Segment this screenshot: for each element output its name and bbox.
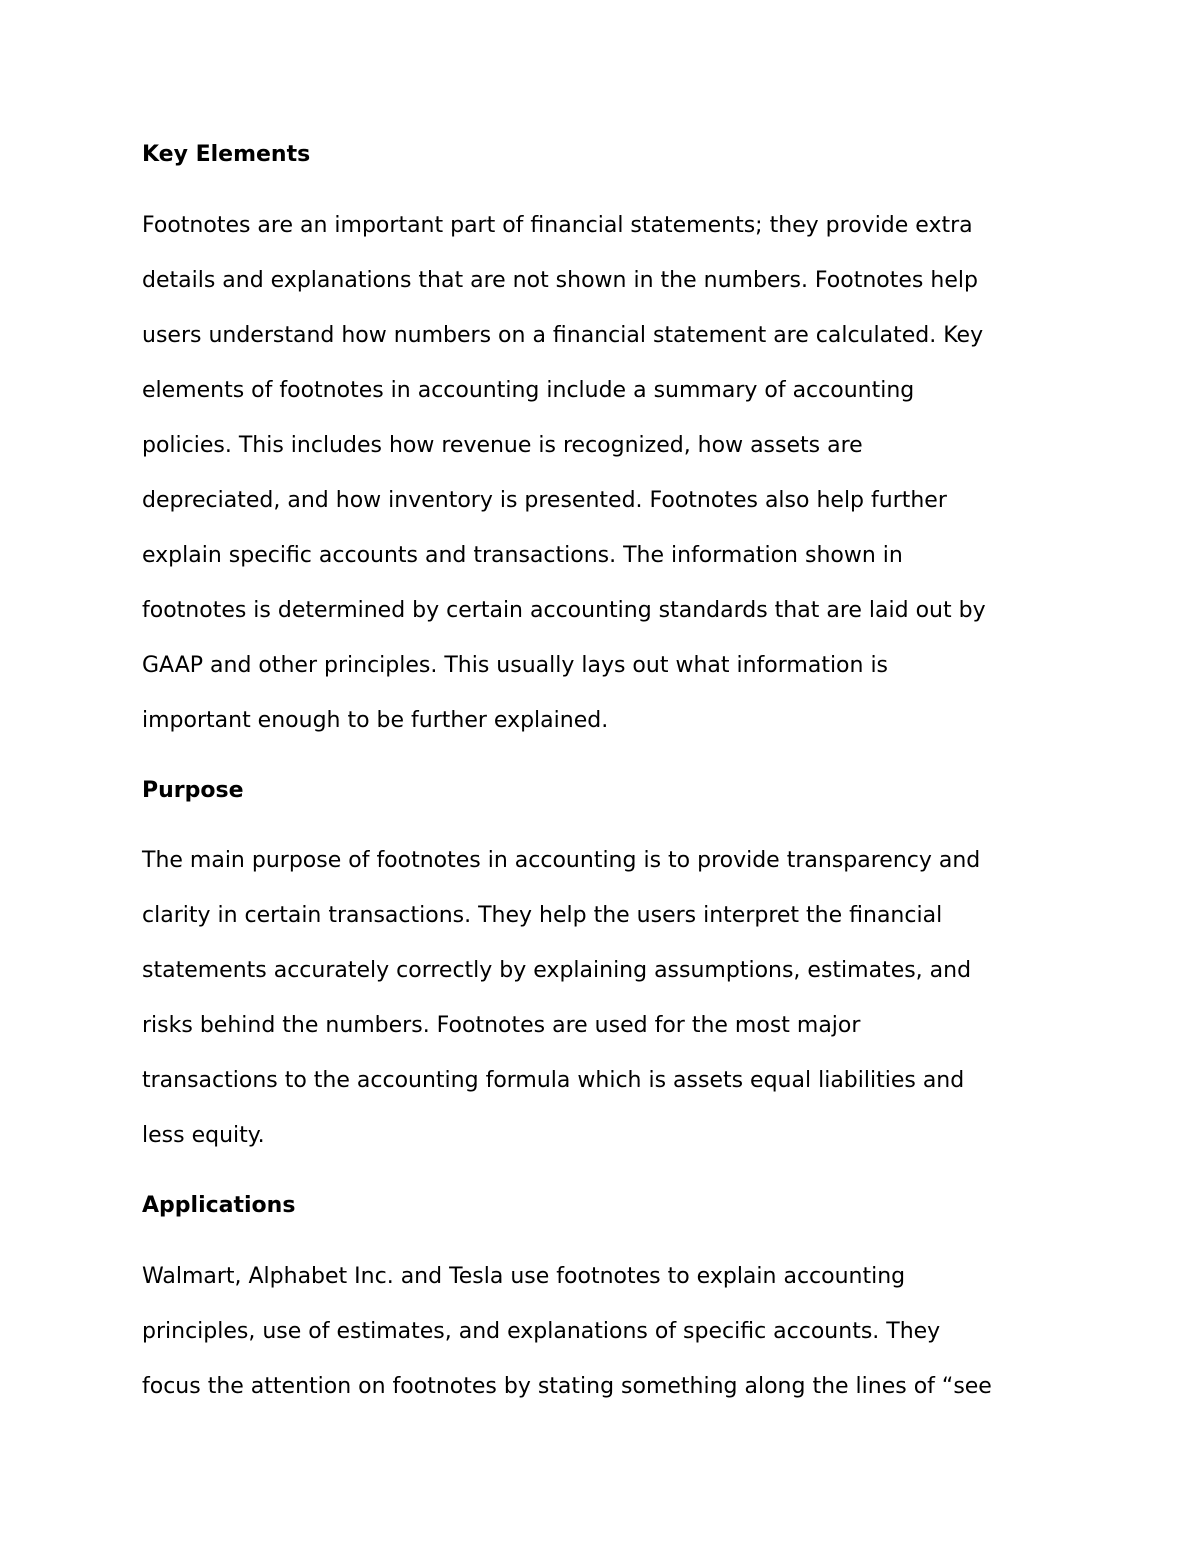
paragraph-line: transactions to the accounting formula which is assets equal liabilities and (142, 1068, 965, 1093)
paragraph-line: Footnotes are an important part of financial statements; they provide extra (142, 213, 973, 238)
paragraph-line: footnotes is determined by certain accounting standards that are laid out by (142, 598, 986, 623)
paragraph-line: explain specific accounts and transactions. The information shown in (142, 543, 903, 568)
paragraph-line: GAAP and other principles. This usually lays out what information is (142, 653, 889, 678)
paragraph-line: policies. This includes how revenue is recognized, how assets are (142, 433, 863, 458)
paragraph-line: Walmart, Alphabet Inc. and Tesla use footnotes to explain accounting (142, 1264, 906, 1289)
paragraph-line: less equity. (142, 1123, 265, 1148)
paragraph-line: details and explanations that are not shown in the numbers. Footnotes help (142, 268, 978, 293)
paragraph-line: depreciated, and how inventory is presented. Footnotes also help further (142, 488, 947, 513)
paragraph-line: clarity in certain transactions. They help the users interpret the financial (142, 903, 943, 928)
paragraph-line: important enough to be further explained. (142, 708, 609, 733)
section-heading-key-elements: Key Elements (142, 142, 311, 167)
paragraph-line: focus the attention on footnotes by stating something along the lines of “see (142, 1374, 992, 1399)
section-heading-purpose: Purpose (142, 778, 244, 803)
paragraph-line: The main purpose of footnotes in accounting is to provide transparency and (142, 848, 981, 873)
paragraph-line: statements accurately correctly by explaining assumptions, estimates, and (142, 958, 972, 983)
paragraph-line: risks behind the numbers. Footnotes are used for the most major (142, 1013, 861, 1038)
paragraph-line: principles, use of estimates, and explanations of specific accounts. They (142, 1319, 941, 1344)
paragraph-line: users understand how numbers on a financial statement are calculated. Key (142, 323, 984, 348)
paragraph-line: elements of footnotes in accounting include a summary of accounting (142, 378, 915, 403)
section-heading-applications: Applications (142, 1193, 296, 1218)
